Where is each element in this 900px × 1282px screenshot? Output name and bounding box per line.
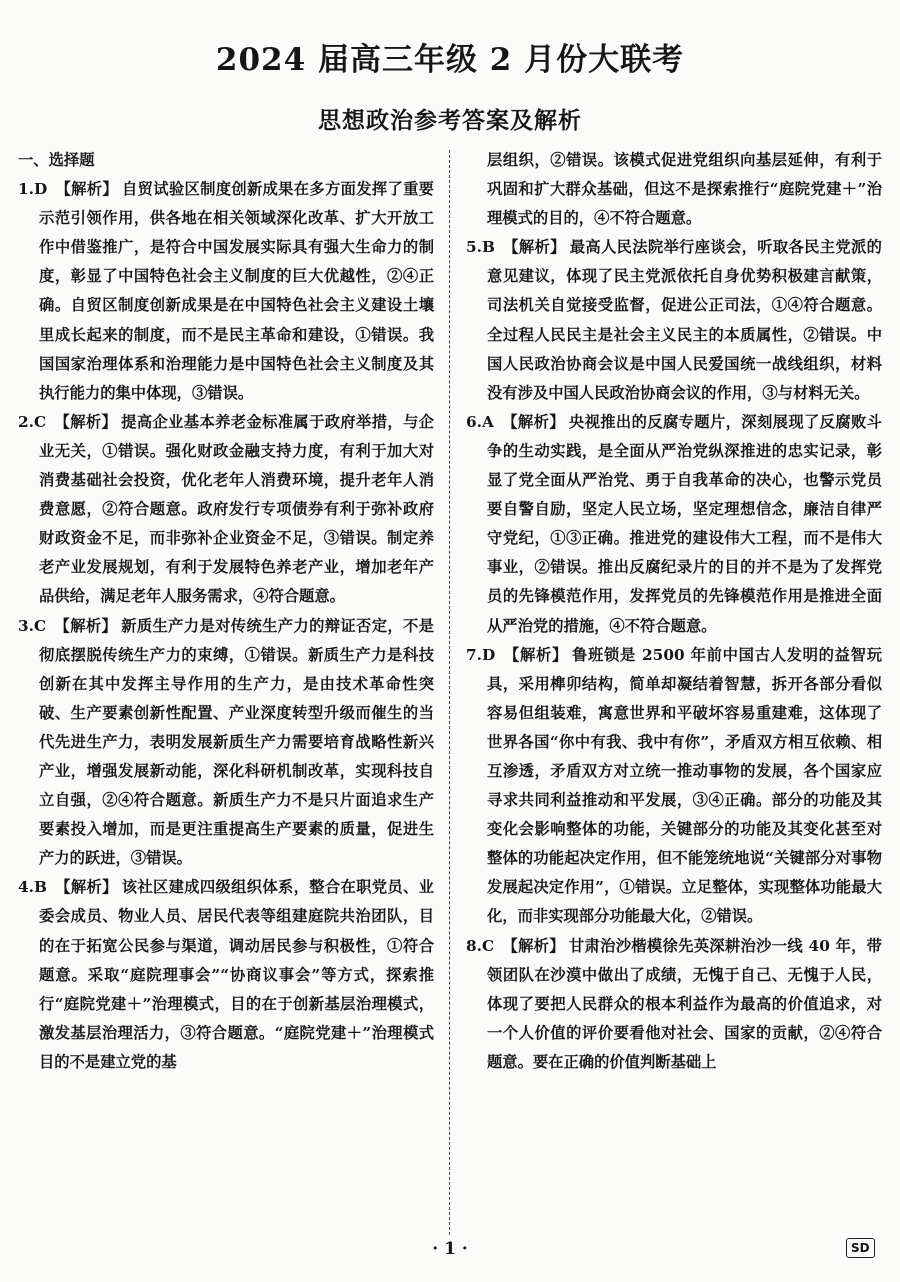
document-title: 2024 届高三年级 2 月份大联考 bbox=[215, 42, 685, 78]
answer-letter: C bbox=[481, 936, 495, 955]
question-number: 5. bbox=[466, 238, 482, 257]
column-divider bbox=[449, 150, 450, 1235]
question-number: 4. bbox=[18, 878, 34, 897]
analysis-text: 央视推出的反腐专题片，深刻展现了反腐败斗争的生动实践，是全面从严治党纵深推进的忠实记录，彰显了党全面从严治党、勇于自我革命的决心，也警示党员要自警自励，坚定人民立场，坚定理想信念，廉洁自律严守党纪，①③正确。推进党的建设伟大工程，而不是伟大事业，②错误。推出反腐纪录片的目的并不是为了发挥党员的先锋模范作用，发挥党员的先锋模范作用是推进全面从严治党的措施，④不符合题意。 bbox=[487, 412, 882, 635]
answer-letter: A bbox=[481, 412, 494, 431]
answer-letter: B bbox=[33, 878, 47, 897]
page-number: · 1 · bbox=[432, 1239, 468, 1259]
analysis-text: 甘肃治沙楷模徐先英深耕治沙一线 40 年，带领团队在沙漠中做出了成绩，无愧于自己、无愧于人民，体现了要把人民群众的根本利益作为最高的价值追求，对一个人价值的评价要看他对社会、国家的贡献，②④符合题意。要在正确的价值判断基础上 bbox=[487, 936, 882, 1071]
analysis-tag: 【解析】 bbox=[55, 180, 119, 199]
left-column bbox=[18, 146, 434, 1077]
answer-item-1 bbox=[18, 175, 434, 408]
analysis-text: 提高企业基本养老金标准属于政府举措，与企业无关，①错误。强化财政金融支持力度，有利于加大对消费基础社会投资，优化老年人消费环境，提升老年人消费意愿，②符合题意。政府发行专项债券有利于弥补政府财政资金不足，而非弥补企业资金不足，③错误。制定养老产业发展规划，有利于发展特色养老产业，增加老年产品供给，满足老年人服务需求，④符合题意。 bbox=[39, 412, 434, 606]
section-heading: 一、选择题 bbox=[18, 151, 95, 169]
question-number: 7. bbox=[466, 645, 482, 664]
document-subtitle: 思想政治参考答案及解析 bbox=[318, 107, 582, 134]
answer-letter: B bbox=[481, 238, 495, 257]
answer-letter: D bbox=[33, 180, 48, 199]
analysis-text: 层组织，②错误。该模式促进党组织向基层延伸，有利于巩固和扩大群众基础，但这不是探索推行“庭院党建＋”治理模式的目的，④不符合题意。 bbox=[487, 151, 882, 228]
answer-letter: C bbox=[33, 616, 47, 635]
answer-item-8 bbox=[466, 932, 882, 1077]
answer-item-5 bbox=[466, 233, 882, 408]
question-number: 6. bbox=[466, 412, 482, 431]
analysis-text: 鲁班锁是 2500 年前中国古人发明的益智玩具，采用榫卯结构，简单却凝结着智慧，拆开各部分看似容易但组装难，寓意世界和平破坏容易重建难，这体现了世界各国“你中有我、我中有你”，矛盾双方相互依赖、相互渗透，矛盾双方对立统一推动事物的发展，各个国家应寻求共同利益推动和平发展，③④正确。部分的功能及其变化会影响整体的功能，关键部分的功能及其变化甚至对整体的功能起决定作用，但不能笼统地说“关键部分对事物发展起决定作用”，①错误。立足整体，实现整体功能最大化，而非实现部分功能最大化，②错误。 bbox=[487, 645, 882, 926]
answer-letter: D bbox=[481, 645, 496, 664]
answer-item-7 bbox=[466, 641, 882, 932]
analysis-tag: 【解析】 bbox=[54, 878, 118, 897]
right-column bbox=[466, 146, 882, 1077]
analysis-tag: 【解析】 bbox=[502, 238, 566, 257]
answer-item-6 bbox=[466, 408, 882, 641]
analysis-text: 该社区建成四级组织体系，整合在职党员、业委会成员、物业人员、居民代表等组建庭院共治团队，目的在于拓宽公民参与渠道，调动居民参与积极性，①符合题意。采取“庭院理事会”“协商议事会”等方式，探索推行“庭院党建＋”治理模式，目的在于创新基层治理模式，激发基层治理活力，③符合题意。“庭院党建＋”治理模式目的不是建立党的基 bbox=[39, 878, 434, 1071]
question-number: 8. bbox=[466, 936, 482, 955]
analysis-text: 最高人民法院举行座谈会，听取各民主党派的意见建议，体现了民主党派依托自身优势积极建言献策，司法机关自觉接受监督，促进公正司法，①④符合题意。全过程人民民主是社会主义民主的本质属性，②错误。中国人民政治协商会议是中国人民爱国统一战线组织，材料没有涉及中国人民政治协商会议的作用，③与材料无关。 bbox=[487, 238, 882, 402]
sd-badge: SD bbox=[846, 1238, 875, 1258]
analysis-text: 新质生产力是对传统生产力的辩证否定，不是彻底摆脱传统生产力的束缚，①错误。新质生产力是科技创新在其中发挥主导作用的生产力，是由技术革命性突破、生产要素创新性配置、产业深度转型升级而催生的当代先进生产力，表明发展新质生产力需要培育战略性新兴产业，增强发展新动能，深化科研机制改革，实现科技自立自强，②④符合题意。新质生产力不是只片面追求生产要素投入增加，而是更注重提高生产要素的质量，促进生产力的跃进，③错误。 bbox=[39, 616, 434, 868]
answer-item-4 bbox=[18, 873, 434, 1077]
question-number: 3. bbox=[18, 616, 34, 635]
question-number: 1. bbox=[18, 180, 34, 199]
answer-letter: C bbox=[33, 412, 47, 431]
question-number: 2. bbox=[18, 412, 34, 431]
analysis-tag: 【解析】 bbox=[503, 645, 568, 664]
analysis-tag: 【解析】 bbox=[54, 412, 118, 431]
analysis-text: 自贸试验区制度创新成果在多方面发挥了重要示范引领作用，供各地在相关领域深化改革、扩大开放工作中借鉴推广，是符合中国发展实际具有强大生命力的制度，彰显了中国特色社会主义制度的巨大优越性，②④正确。自贸区制度创新成果是在中国特色社会主义建设土壤里成长起来的制度，而不是民主革命和建设，①错误。我国国家治理体系和治理能力是中国特色社会主义制度及其执行能力的集中体现，③错误。 bbox=[39, 180, 434, 402]
answer-item-2 bbox=[18, 408, 434, 612]
answer-item-3 bbox=[18, 612, 434, 874]
analysis-tag: 【解析】 bbox=[501, 412, 565, 431]
analysis-tag: 【解析】 bbox=[502, 936, 565, 955]
answer-item-4-continued bbox=[466, 146, 882, 233]
analysis-tag: 【解析】 bbox=[54, 616, 118, 635]
